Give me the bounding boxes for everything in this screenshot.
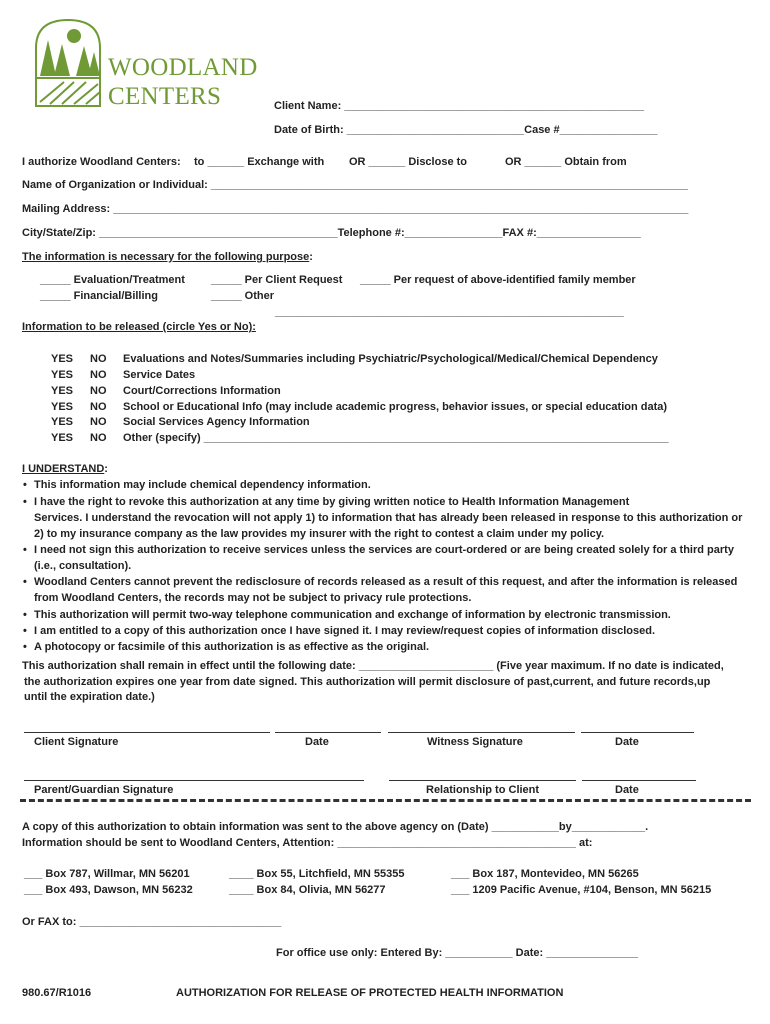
purpose-evaluation[interactable]: _____ Evaluation/Treatment <box>40 274 185 286</box>
dob-case-field[interactable]: Date of Birth: _____________________________Case #________________ <box>274 124 658 136</box>
date-label: Date <box>615 736 639 748</box>
understand-heading: I UNDERSTAND: <box>22 463 108 475</box>
form-title: AUTHORIZATION FOR RELEASE OF PROTECTED HEALTH INFORMATION <box>176 987 564 999</box>
release-item-label: Service Dates <box>123 369 196 381</box>
no-option[interactable]: NO <box>90 416 107 428</box>
parent-date-line[interactable] <box>582 780 696 781</box>
release-item-label: Court/Corrections Information <box>123 385 281 397</box>
witness-date-line[interactable] <box>581 732 694 733</box>
release-item-label: School or Educational Info (may include academic progress, behavior issues, or special education data) <box>123 401 668 413</box>
expiration-date-field[interactable]: This authorization shall remain in effect until the following date: ______________________ (Five year maximum. If no date is indicated, <box>22 660 724 672</box>
location-option[interactable]: ___ Box 187, Montevideo, MN 56265 <box>451 868 639 880</box>
yes-option[interactable]: YES <box>51 369 74 381</box>
understand-bullet-cont: (i.e., consultation). <box>34 560 132 572</box>
brand-name <box>108 53 258 111</box>
form-code: 980.67/R1016 <box>22 987 92 999</box>
understand-bullet-cont: Services. I understand the revocation will not apply 1) to information that has already been released in response to this authorization or <box>34 512 743 524</box>
authorize-label: I authorize Woodland Centers: <box>22 156 181 168</box>
no-option[interactable]: NO <box>90 432 107 444</box>
client-signature-line[interactable] <box>24 732 270 733</box>
expiration-text: the authorization expires one year from date signed. This authorization will permit disclosure of past,current, and future records,up <box>24 676 711 688</box>
yes-option[interactable]: YES <box>51 416 74 428</box>
release-item-other-specify[interactable]: Other (specify) ____________________________________________________________________________ <box>123 432 669 444</box>
release-heading: Information to be released (circle Yes or No): <box>22 321 256 333</box>
office-use-field[interactable]: For office use only: Entered By: ___________ Date: _______________ <box>276 947 638 959</box>
yes-option[interactable]: YES <box>51 353 74 365</box>
purpose-other-line[interactable]: _________________________________________________________ <box>275 306 624 318</box>
location-option[interactable]: ____ Box 55, Litchfield, MN 55355 <box>229 868 405 880</box>
understand-bullet: • A photocopy or facsimile of this authorization is as effective as the original. <box>34 641 429 653</box>
client-date-line[interactable] <box>275 732 381 733</box>
parent-signature-label: Parent/Guardian Signature <box>34 784 174 796</box>
release-item-label: Evaluations and Notes/Summaries including Psychiatric/Psychological/Medical/Chemical Dependency <box>123 353 658 365</box>
purpose-heading: The information is necessary for the following purpose: <box>22 251 313 263</box>
yes-option[interactable]: YES <box>51 401 74 413</box>
date-label: Date <box>615 784 639 796</box>
understand-bullet-cont: 2) to my insurance company as the law provides my insurer with the right to contest a claim under my policy. <box>34 528 605 540</box>
purpose-client-request[interactable]: _____ Per Client Request <box>211 274 343 286</box>
client-signature-label: Client Signature <box>34 736 119 748</box>
purpose-other[interactable]: _____ Other <box>211 290 274 302</box>
organization-field[interactable]: Name of Organization or Individual: ______________________________________________________________________________ <box>22 179 689 191</box>
obtain-option[interactable]: OR ______ Obtain from <box>505 156 627 168</box>
date-label: Date <box>305 736 329 748</box>
exchange-option[interactable]: to ______ Exchange with <box>194 156 325 168</box>
release-item-label: Social Services Agency Information <box>123 416 310 428</box>
location-option[interactable]: ___ Box 787, Willmar, MN 56201 <box>24 868 190 880</box>
understand-bullet: • I am entitled to a copy of this authorization once I have signed it. I may review/request copies of information disclosed. <box>34 625 655 637</box>
understand-bullet: • I need not sign this authorization to receive services unless the services are court-ordered or are being created solely for a third party <box>34 544 734 556</box>
understand-bullet: • This authorization will permit two-way telephone communication and exchange of information by electronic transmission. <box>34 609 671 621</box>
relationship-label: Relationship to Client <box>426 784 540 796</box>
copy-sent-field[interactable]: A copy of this authorization to obtain information was sent to the above agency on (Date) ___________by____________. <box>22 821 649 833</box>
brand-line-2: CENTERS <box>108 83 222 110</box>
dashed-divider <box>20 799 751 802</box>
yes-option[interactable]: YES <box>51 432 74 444</box>
understand-bullet: • This information may include chemical dependency information. <box>34 479 371 491</box>
understand-bullet: • I have the right to revoke this authorization at any time by giving written notice to Health Information Management <box>34 496 629 508</box>
no-option[interactable]: NO <box>90 353 107 365</box>
no-option[interactable]: NO <box>90 385 107 397</box>
woodland-centers-logo <box>34 18 102 108</box>
witness-signature-label: Witness Signature <box>427 736 523 748</box>
city-phone-fax-field[interactable]: City/State/Zip: _______________________________________Telephone #:________________FAX #:_________________ <box>22 227 641 239</box>
purpose-family-request[interactable]: _____ Per request of above-identified family member <box>360 274 636 286</box>
understand-bullet: • Woodland Centers cannot prevent the redisclosure of records released as a result of this request, and after the information is released <box>34 576 737 588</box>
location-option[interactable]: ___ 1209 Pacific Avenue, #104, Benson, MN 56215 <box>451 884 712 896</box>
fax-field[interactable]: Or FAX to: _________________________________ <box>22 916 282 928</box>
yes-option[interactable]: YES <box>51 385 74 397</box>
client-name-field[interactable]: Client Name: _________________________________________________ <box>274 100 645 112</box>
disclose-option[interactable]: OR ______ Disclose to <box>349 156 468 168</box>
brand-line-1: WOODLAND <box>108 54 258 81</box>
mailing-address-field[interactable]: Mailing Address: ______________________________________________________________________________________________ <box>22 203 689 215</box>
location-option[interactable]: ___ Box 493, Dawson, MN 56232 <box>24 884 193 896</box>
relationship-line[interactable] <box>389 780 576 781</box>
attention-field[interactable]: Information should be sent to Woodland Centers, Attention: _______________________________________ at: <box>22 837 593 849</box>
expiration-text: until the expiration date.) <box>24 691 155 703</box>
witness-signature-line[interactable] <box>388 732 575 733</box>
location-option[interactable]: ____ Box 84, Olivia, MN 56277 <box>229 884 386 896</box>
parent-signature-line[interactable] <box>24 780 364 781</box>
purpose-financial[interactable]: _____ Financial/Billing <box>40 290 158 302</box>
no-option[interactable]: NO <box>90 369 107 381</box>
understand-bullet-cont: from Woodland Centers, the records may not be subject to privacy rule protections. <box>34 592 472 604</box>
no-option[interactable]: NO <box>90 401 107 413</box>
